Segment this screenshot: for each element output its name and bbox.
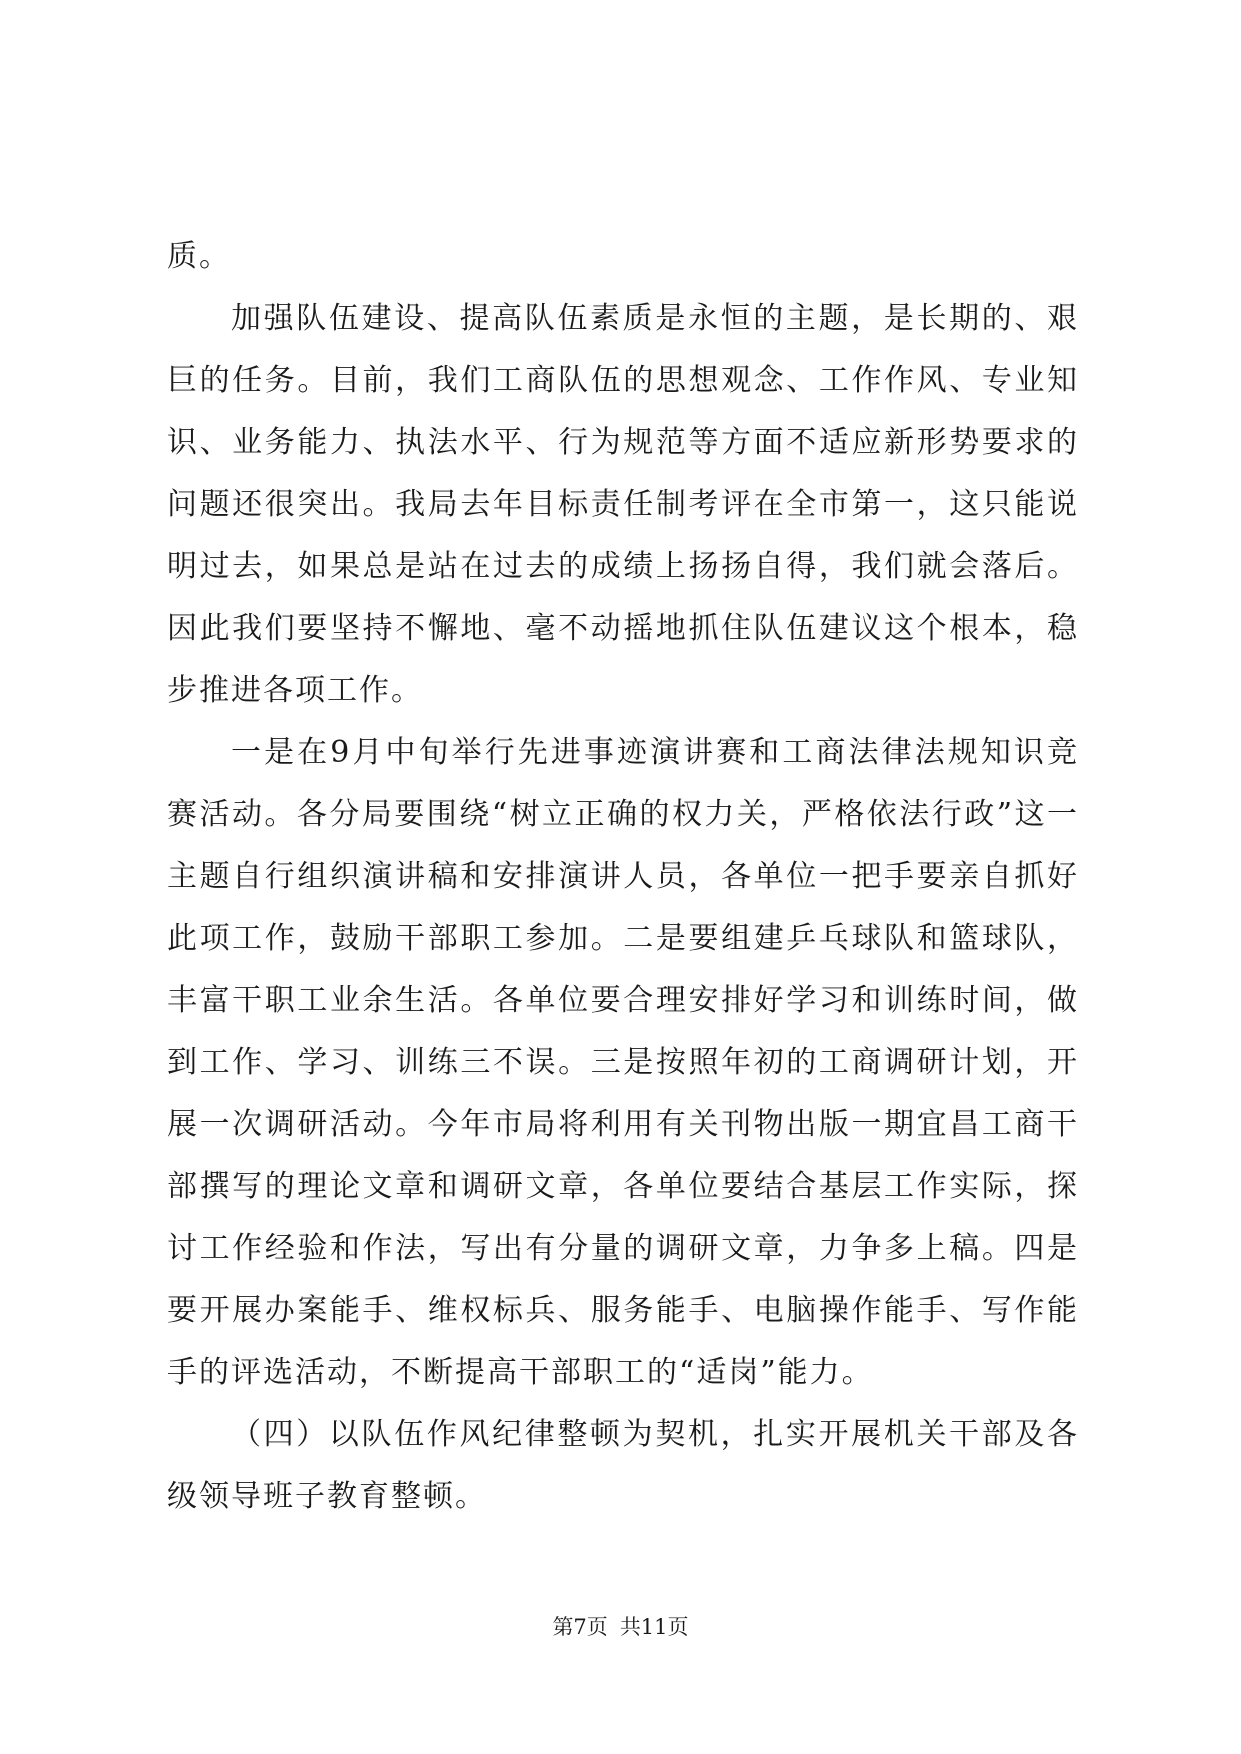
paragraph-section-four: （四）以队伍作风纪律整顿为契机，扎实开展机关干部及各级领导班子教育整顿。	[167, 1417, 1079, 1514]
paragraph-continuation: 质。	[167, 239, 231, 274]
paragraph-team-building: 加强队伍建设、提高队伍素质是永恒的主题，是长期的、艰巨的任务。目前，我们工商队伍的思想观念、工作作风、专业知识、业务能力、执法水平、行为规范等方面不适应新形势要求的问题还很突出。我局去年目标责任制考评在全市第一，这只能说明过去，如果总是站在过去的成绩上扬扬自得，我们就会落后。因此我们要坚持不懈地、毫不动摇地抓住队伍建议这个根本，稳步推进各项工作。	[167, 301, 1079, 708]
paragraph-activities: 一是在9月中旬举行先进事迹演讲赛和工商法律法规知识竞赛活动。各分局要围绕“树立正确的权力关，严格依法行政”这一主题自行组织演讲稿和安排演讲人员，各单位一把手要亲自抓好此项工作，鼓励干部职工参加。二是要组建乒乓球队和篮球队，丰富干职工业余生活。各单位要合理安排好学习和训练时间，做到工作、学习、训练三不误。三是按照年初的工商调研计划，开展一次调研活动。今年市局将利用有关刊物出版一期宜昌工商干部撰写的理论文章和调研文章，各单位要结合基层工作实际，探讨工作经验和作法，写出有分量的调研文章，力争多上稿。四是要开展办案能手、维权标兵、服务能手、电脑操作能手、写作能手的评选活动，不断提高干部职工的“适岗”能力。	[167, 735, 1079, 1390]
body-text	[167, 226, 1079, 1528]
page-number: 第7页	[552, 1615, 608, 1639]
page-total: 共11页	[619, 1615, 689, 1639]
page-footer	[0, 1612, 1241, 1642]
